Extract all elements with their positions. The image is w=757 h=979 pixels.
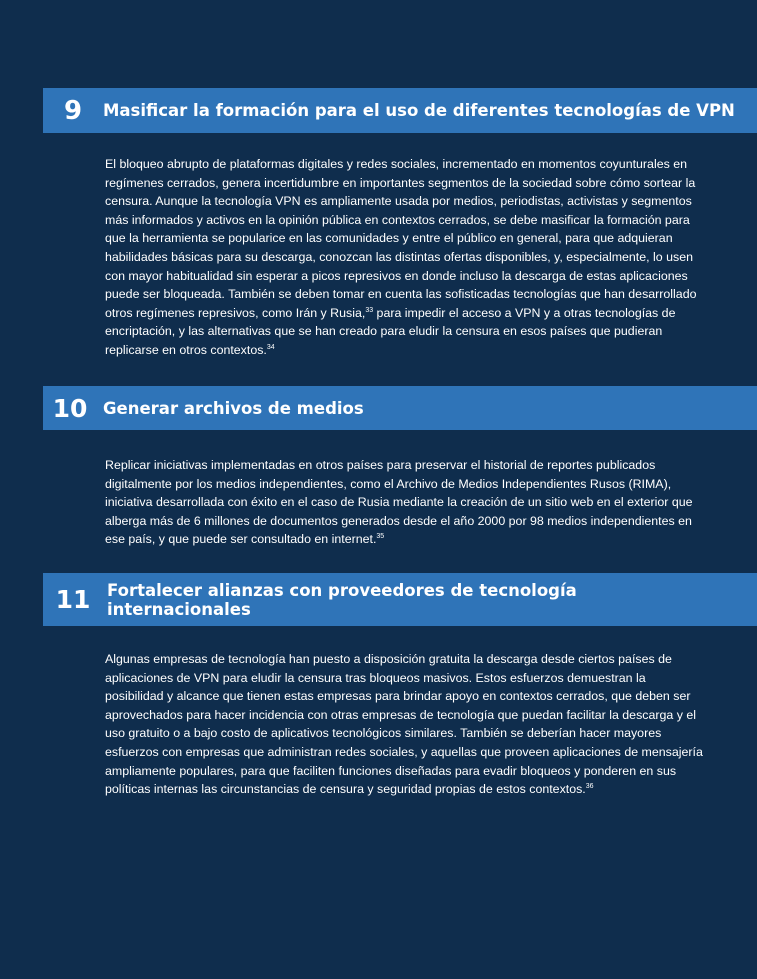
section-9-text-cont: para impedir el acceso a VPN y a otras tecnologías de encriptación, y las alternativas que se han creado para eludir la censura en esos países que pudieran replicarse en otros contextos. xyxy=(105,305,676,357)
section-11-header xyxy=(43,573,757,626)
section-9-title: Masificar la formación para el uso de diferentes tecnologías de VPN xyxy=(103,101,735,120)
section-9-body xyxy=(105,155,705,360)
section-10-body xyxy=(105,456,705,549)
section-9-text: El bloqueo abrupto de plataformas digitales y redes sociales, incrementado en momentos coyunturales en regímenes cerrados, genera incertidumbre en importantes segmentos de la sociedad sobre cómo sortear la censura. Aunque la tecnología VPN es ampliamente usada por medios, periodistas, activistas y segmentos más informados y activos en la opinión pública en contextos cerrados, se debe masificar la formación para que la herramienta se popularice en las comunidades y entre el público en general, para que adquieran habilidades básicas para su descarga, conozcan las distintas ofertas disponibles, y, especialmente, lo usen con mayor habitualidad sin esperar a picos represivos en donde incluso la descarga de estas aplicaciones puede ser bloqueada. También se deben tomar en cuenta las sofisticadas tecnologías que han desarrollado otros regímenes represivos, como Irán y Rusia, xyxy=(105,157,697,320)
section-10-number: 10 xyxy=(52,393,88,423)
footnote-ref-36: 36 xyxy=(585,783,594,791)
section-11-text: Algunas empresas de tecnología han puesto a disposición gratuita la descarga desde ciertos países de aplicaciones de VPN para eludir la censura tras bloqueos masivos. Estos esfuerzos demuestran la posibilidad y alcance que tienen estas empresas para brindar apoyo en contextos cerrados, que deben ser aprovechados para hacer incidencia con otras empresas de tecnología que puedan facilitar la descarga y el uso gratuito o a bajo costo de aplicativos tecnológicos similares. También se deberían hacer mayores esfuerzos con empresas que administran redes sociales, y aquellas que proveen aplicaciones de mensajería ampliamente populares, para que faciliten funciones diseñadas para evadir bloqueos y ponderen en sus políticas internas las circunstancias de censura y seguridad propias de estos contextos. xyxy=(105,652,703,797)
footnote-ref-33: 33 xyxy=(365,306,374,314)
footnote-ref-34: 34 xyxy=(266,343,275,351)
section-11-title: Fortalecer alianzas con proveedores de tecnología internacionales xyxy=(107,580,577,619)
section-10-text: Replicar iniciativas implementadas en otros países para preservar el historial de reportes publicados digitalmente por los medios independientes, como el Archivo de Medios Independientes Rusos (RIMA), iniciativa desarrollada con éxito en el caso de Rusia mediante la creación de un sitio web en el exterior que alberga más de 6 millones de documentos generados desde el año 2000 por 98 medios independientes en ese país, y que puede ser consultado en internet. xyxy=(105,458,693,547)
section-10-title: Generar archivos de medios xyxy=(103,398,364,418)
section-11-body xyxy=(105,650,705,799)
footnote-ref-35: 35 xyxy=(376,533,385,541)
section-10-header xyxy=(43,386,757,430)
section-9-number: 9 xyxy=(63,95,83,126)
section-11-number: 11 xyxy=(55,585,91,614)
section-9-header xyxy=(43,88,757,133)
